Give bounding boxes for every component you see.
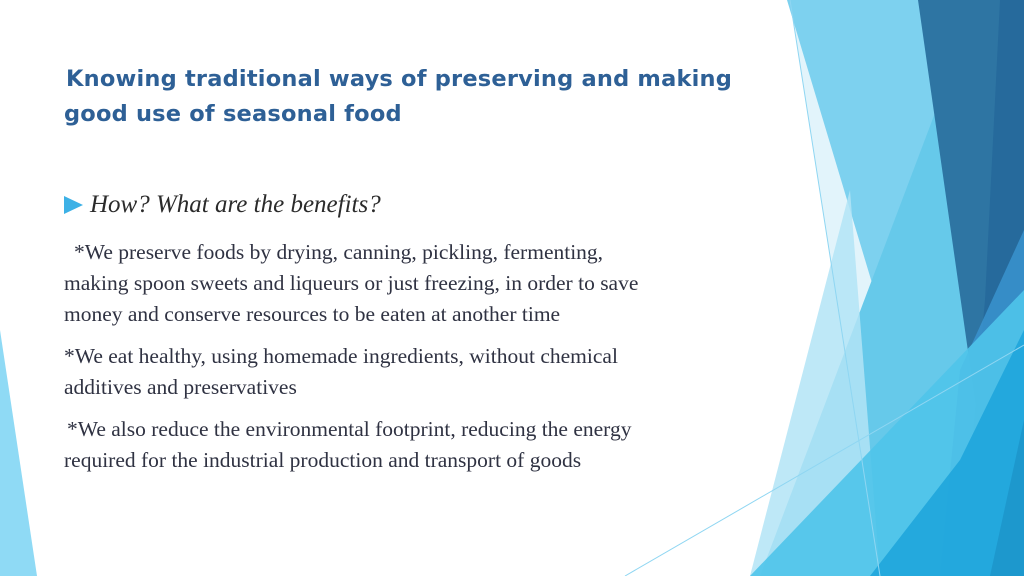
paragraph-line: *We eat healthy, using homemade ingredients, without chemical xyxy=(64,344,618,368)
subheading-text: How? What are the benefits? xyxy=(90,191,381,218)
left-accent-triangle xyxy=(0,330,37,576)
slide-title-line-1: Knowing traditional ways of preserving and making xyxy=(66,66,733,92)
slide-title xyxy=(64,62,784,132)
paragraph-environmental-footprint xyxy=(64,414,764,476)
slide-title-line-2: good use of seasonal food xyxy=(64,101,402,127)
paragraph-line: *We preserve foods by drying, canning, pickling, fermenting, xyxy=(74,240,604,264)
paragraph-line: required for the industrial production and transport of goods xyxy=(64,448,582,472)
paragraph-healthy-eating xyxy=(64,341,764,403)
paragraph-preserving-methods xyxy=(64,237,764,330)
paragraph-line: making spoon sweets and liqueurs or just freezing, in order to save xyxy=(64,271,639,295)
paragraph-line: *We also reduce the environmental footprint, reducing the energy xyxy=(67,417,632,441)
paragraph-line: additives and preservatives xyxy=(64,375,297,399)
triangle-right-icon xyxy=(64,196,83,214)
paragraph-line: money and conserve resources to be eaten at another time xyxy=(64,302,561,326)
subheading xyxy=(64,189,381,221)
